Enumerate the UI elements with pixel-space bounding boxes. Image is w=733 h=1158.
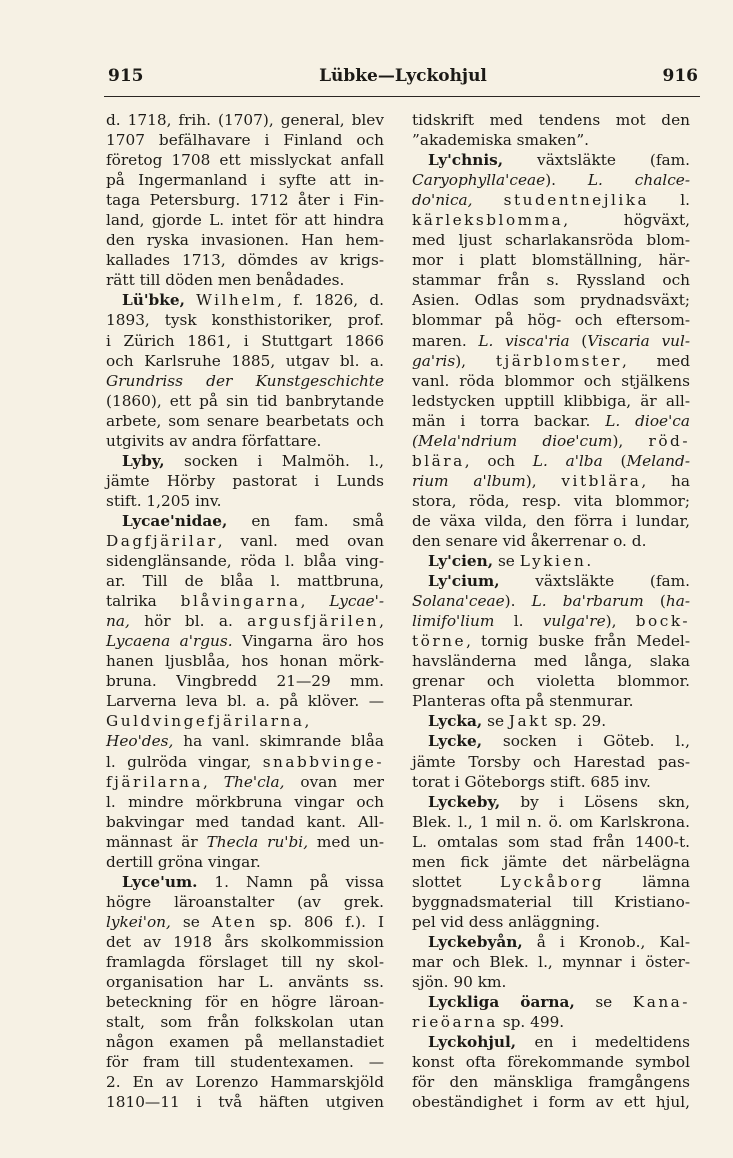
text-run: sp. 499. <box>497 1013 565 1032</box>
text-run: 2. En av Lorenzo Hammarskjöld <box>106 1073 384 1092</box>
text-run: stora, röda, resp. vita blommor; <box>412 491 690 510</box>
text-line <box>106 1012 384 1032</box>
text-line <box>106 651 384 671</box>
text-run: torat i Göteborgs stift. 685 inv. <box>412 772 651 791</box>
text-run: hör bl. a. <box>129 612 248 631</box>
text-run: se <box>482 712 509 731</box>
text-run: organisation har L. använts ss. <box>106 973 384 992</box>
text-run: , med <box>621 351 690 370</box>
text-line <box>106 210 384 230</box>
text-run: vanl. röda blommor och stjälkens <box>412 371 690 390</box>
text-run: ha vanl. skimrande blåa <box>173 732 384 751</box>
text-run: pel vid dess anläggning. <box>412 912 601 931</box>
italic-term: do'nica, <box>412 191 473 210</box>
text-run: framlagda förslaget till ny skol- <box>106 952 384 971</box>
text-line <box>412 351 690 371</box>
text-run: by i Lösens skn, <box>500 792 690 811</box>
italic-term: L. ba'rbarum <box>531 592 644 611</box>
text-line <box>106 351 384 371</box>
text-line <box>106 812 384 832</box>
italic-term: ga'ris <box>412 351 456 370</box>
spaced-term: Wilhelm <box>196 291 278 310</box>
text-run: sjön. 90 km. <box>412 973 507 992</box>
text-run: växtsläkte (fam. <box>503 151 690 170</box>
text-line <box>412 591 690 611</box>
text-line <box>412 210 690 230</box>
text-line <box>106 431 384 451</box>
text-run: mar och Blek. l., mynnar i öster- <box>412 952 690 971</box>
text-run: Asien. Odlas som prydnadsväxt; <box>412 291 690 310</box>
text-run: hanen ljusblåa, hos honan mörk- <box>106 652 384 671</box>
text-run: d. 1718, frih. (1707), general, blev <box>106 111 384 129</box>
text-run: l. <box>494 612 543 631</box>
text-run: grenar och violetta blommor. <box>412 672 690 691</box>
text-run: bruna. Vingbredd 21—29 mm. <box>106 672 384 691</box>
italic-term: limifo'lium <box>412 612 495 631</box>
text-run: Vingarna äro hos <box>232 632 384 651</box>
text-run: slottet <box>412 872 500 891</box>
italic-term: Solana'ceae <box>412 592 505 611</box>
text-run: , <box>379 612 384 631</box>
text-run: se <box>574 993 633 1012</box>
text-line <box>106 170 384 190</box>
text-line <box>412 230 690 250</box>
text-run: , tornig buske från Medel- <box>466 632 690 651</box>
text-line <box>106 792 384 812</box>
spaced-term: törne <box>412 632 467 651</box>
text-run: , <box>300 592 330 611</box>
text-run: med ljust scharlakansröda blom- <box>412 231 690 250</box>
text-line <box>106 992 384 1012</box>
text-run: (1860), ett på sin tid banbrytande <box>106 391 384 410</box>
text-run: ). <box>504 592 532 611</box>
text-run: ), <box>455 351 496 370</box>
text-line <box>106 731 384 751</box>
text-line <box>412 331 690 351</box>
text-run: arbete, som senare bearbetats och <box>106 411 384 430</box>
text-run: , <box>203 772 224 791</box>
text-line <box>412 1012 690 1032</box>
text-line <box>106 491 384 511</box>
text-line <box>412 1052 690 1072</box>
text-run: , ha <box>641 471 690 490</box>
text-line <box>412 852 690 872</box>
spaced-term: Dagfjärilar <box>106 531 218 550</box>
text-run: för den mänskliga framgångens <box>412 1073 690 1092</box>
text-run: l. <box>649 191 690 210</box>
text-line <box>106 832 384 852</box>
header-rule <box>104 96 700 97</box>
text-run: den ryska invasionen. Han hem- <box>106 231 384 250</box>
entry-headword: Lyce'um. <box>122 872 198 891</box>
text-run: 1. Namn på vissa <box>197 872 384 891</box>
text-run: tidskrift med tendens mot den <box>412 111 690 129</box>
text-run: kallades 1713, dömdes av krigs- <box>106 251 384 270</box>
entry-headword: Lyckliga öarna, <box>428 993 575 1012</box>
spaced-term: bock- <box>635 612 690 631</box>
text-line <box>412 691 690 711</box>
text-line <box>106 511 384 531</box>
text-line <box>412 150 690 170</box>
text-run: stalt, som från folkskolan utan <box>106 1013 384 1032</box>
text-line <box>412 391 690 411</box>
italic-term: Grundriss der Kunstgeschichte <box>106 371 384 390</box>
text-run: utgivits av andra författare. <box>106 431 322 450</box>
text-line <box>106 711 384 731</box>
text-run: företog 1708 ett misslyckat anfall <box>106 151 384 170</box>
text-run: någon examen på mellanstadiet <box>106 1033 384 1052</box>
text-line <box>106 1072 384 1092</box>
italic-term: na, <box>106 612 130 631</box>
text-line <box>106 230 384 250</box>
text-line <box>412 551 690 571</box>
text-run: se <box>493 552 520 571</box>
entry-headword: Ly'cien, <box>428 552 494 571</box>
text-run: se <box>170 912 212 931</box>
text-run: Larverna leva bl. a. på klöver. — <box>106 692 384 711</box>
text-column-left <box>106 110 384 1112</box>
text-line <box>106 270 384 290</box>
text-run: havsländerna med långa, slaka <box>412 652 690 671</box>
running-head: Lübke—Lyckohjul <box>319 66 487 86</box>
text-run: 1893, tysk konsthistoriker, prof. <box>106 311 384 330</box>
text-run: ”akademiska smaken”. <box>412 131 590 150</box>
spaced-term: tjärblomster <box>495 351 622 370</box>
text-run: de växa vilda, den förra i lundar, <box>412 511 690 530</box>
text-line <box>106 451 384 471</box>
text-line <box>412 711 690 731</box>
spaced-term: Lyckåborg <box>499 872 605 891</box>
text-run: taga Petersburg. 1712 åter i Fin- <box>106 191 384 210</box>
text-run: ovan mer <box>284 772 384 791</box>
text-run: i Zürich 1861, i Stuttgart 1866 <box>106 331 384 350</box>
text-line <box>412 731 690 751</box>
text-line <box>106 310 384 330</box>
text-line <box>412 832 690 852</box>
text-line <box>412 872 690 892</box>
italic-term: Viscaria vul- <box>587 331 690 350</box>
text-line <box>106 1092 384 1112</box>
text-line <box>412 190 690 210</box>
text-line <box>412 1092 690 1112</box>
text-line <box>412 250 690 270</box>
text-line <box>412 471 690 491</box>
text-line <box>106 752 384 772</box>
text-run: den senare vid åkerrenar o. d. <box>412 531 647 550</box>
italic-term: Meland- <box>626 451 690 470</box>
italic-term: Lycaena a'rgus. <box>106 632 233 651</box>
text-line <box>106 852 384 872</box>
italic-term: ( <box>412 431 418 450</box>
italic-term: L. visca'ria <box>478 331 570 350</box>
text-line <box>106 912 384 932</box>
text-line <box>412 290 690 310</box>
text-run: , <box>304 712 310 731</box>
text-run: rätt till döden men benådades. <box>106 271 345 290</box>
text-line <box>412 110 690 130</box>
entry-headword: Lyckohjul, <box>428 1033 517 1052</box>
text-run: å i Kronob., Kal- <box>522 932 690 951</box>
text-line <box>106 411 384 431</box>
text-run: byggnadsmaterial till Kristiano- <box>412 892 690 911</box>
text-line <box>412 130 690 150</box>
text-run: konst ofta förekommande symbol <box>412 1053 690 1072</box>
text-column-right <box>412 110 690 1112</box>
text-line <box>412 812 690 832</box>
text-line <box>412 992 690 1012</box>
text-line <box>106 631 384 651</box>
spaced-term: kärleksblomma <box>412 211 564 230</box>
text-run: maren. <box>412 331 479 350</box>
spaced-term: snabbvinge- <box>262 752 384 771</box>
text-run: , högväxt, <box>563 211 690 230</box>
text-line <box>106 611 384 631</box>
text-run: , vanl. med ovan <box>217 531 384 550</box>
entry-headword: Lycae'nidae, <box>122 511 228 530</box>
text-run: 1707 befälhavare i Finland och <box>106 131 384 150</box>
text-run: med un- <box>308 832 384 851</box>
text-line <box>106 772 384 792</box>
text-run: männast är <box>106 832 207 851</box>
italic-term: lykei'on, <box>106 912 171 931</box>
text-line <box>106 972 384 992</box>
page-number-left: 915 <box>108 66 144 86</box>
text-line <box>106 531 384 551</box>
text-line <box>412 892 690 912</box>
text-run: L. omtalas som stad från 1400-t. <box>412 832 690 851</box>
text-line <box>412 511 690 531</box>
text-line <box>106 591 384 611</box>
text-line <box>412 772 690 792</box>
text-line <box>412 451 690 471</box>
text-run: l. mindre mörkbruna vingar och <box>106 792 384 811</box>
text-run: Planteras ofta på stenmurar. <box>412 692 634 711</box>
text-run: sidenglänsande, röda l. blåa ving- <box>106 552 384 571</box>
text-run: , och <box>464 451 533 470</box>
spaced-term: Lykien <box>519 552 587 571</box>
italic-term: L. dioe'ca <box>605 411 690 430</box>
text-run: socken i Malmöh. l., <box>164 451 384 470</box>
italic-term: Caryophylla'ceae <box>412 171 546 190</box>
text-run: obeständighet i form av ett hjul, <box>412 1093 690 1112</box>
text-run: ar. Till de blåa l. mattbruna, <box>106 572 384 591</box>
text-line <box>106 892 384 912</box>
text-run: ). <box>545 171 588 190</box>
text-run: män i torra backar. <box>412 411 606 430</box>
entry-headword: Lyby, <box>122 451 165 470</box>
text-run: lämna <box>604 872 690 891</box>
text-run: och Karlsruhe 1885, utgav bl. a. <box>106 351 384 370</box>
text-run: l. gulröda vingar, <box>106 752 263 771</box>
spaced-term: vitblära <box>561 471 642 490</box>
text-line <box>106 371 384 391</box>
text-line <box>412 531 690 551</box>
text-run: bakvingar med tandad kant. All- <box>106 812 384 831</box>
text-run: talrika <box>106 592 181 611</box>
text-run: socken i Göteb. l., <box>482 732 690 751</box>
text-line <box>106 250 384 270</box>
text-line <box>106 872 384 892</box>
text-line <box>412 952 690 972</box>
spaced-term: Aten <box>211 912 258 931</box>
italic-term: rium a'lbum <box>412 471 526 490</box>
italic-term: L. chalce- <box>587 171 690 190</box>
text-line <box>106 691 384 711</box>
text-run: , f. 1826, d. <box>277 291 384 310</box>
text-line <box>412 411 690 431</box>
text-line <box>412 1072 690 1092</box>
text-line <box>412 611 690 631</box>
text-line <box>412 671 690 691</box>
spaced-term: Guldvingefjärilarna <box>106 712 305 731</box>
text-run: ), <box>612 431 649 450</box>
italic-term: Heo'des, <box>106 732 174 751</box>
text-line <box>412 431 690 451</box>
text-line <box>412 752 690 772</box>
text-line <box>412 371 690 391</box>
text-run: på Ingermanland i syfte att in- <box>106 171 384 190</box>
text-run: jämte Hörby pastorat i Lunds <box>106 471 384 490</box>
text-run: stift. 1,205 inv. <box>106 491 222 510</box>
text-run: för fram till studentexamen. — <box>106 1053 384 1072</box>
spaced-term: studentnejlika <box>503 191 650 210</box>
text-run: ), <box>605 612 636 631</box>
text-line <box>412 912 690 932</box>
text-line <box>106 1032 384 1052</box>
spaced-term: Kana- <box>632 993 690 1012</box>
text-run: sp. 29. <box>549 712 607 731</box>
spaced-term: Jakt <box>508 712 550 731</box>
entry-headword: Lü'bke, <box>122 291 185 310</box>
text-line <box>412 792 690 812</box>
text-line <box>106 932 384 952</box>
text-run: blommar på hög- och eftersom- <box>412 311 690 330</box>
text-run: mor i platt blomställning, här- <box>412 251 690 270</box>
text-line <box>412 270 690 290</box>
italic-term: The'cla, <box>223 772 285 791</box>
italic-term: vulga're <box>542 612 606 631</box>
text-run: ( <box>569 331 588 350</box>
page-number-right: 916 <box>662 66 698 86</box>
text-line <box>106 671 384 691</box>
entry-headword: Lycka, <box>428 712 483 731</box>
text-run: högre läroanstalter (av grek. <box>106 892 384 911</box>
text-line <box>106 150 384 170</box>
text-run: . <box>586 552 592 571</box>
text-line <box>412 170 690 190</box>
text-line <box>106 331 384 351</box>
text-line <box>106 391 384 411</box>
text-run <box>185 291 196 309</box>
text-line <box>412 1032 690 1052</box>
text-line <box>412 491 690 511</box>
text-line <box>106 110 384 130</box>
italic-term: Lycae'- <box>329 592 384 611</box>
text-run: ledstycken upptill klibbiga, är all- <box>412 391 690 410</box>
text-run: 1810—11 i två häften utgiven <box>106 1093 384 1112</box>
text-run: ), <box>525 471 562 490</box>
text-line <box>106 130 384 150</box>
text-line <box>106 1052 384 1072</box>
page-header <box>108 66 698 90</box>
text-line <box>412 631 690 651</box>
text-run: stammar från s. Ryssland och <box>412 271 690 290</box>
entry-headword: Ly'chnis, <box>428 151 504 170</box>
italic-term: Thecla ru'bi, <box>206 832 309 851</box>
spaced-term: blära <box>412 451 465 470</box>
text-line <box>106 952 384 972</box>
entry-headword: Lycke, <box>428 732 483 751</box>
italic-term: Mela'ndrium dioe'cum <box>417 431 613 450</box>
text-line <box>106 290 384 310</box>
text-run: en i medeltidens <box>516 1033 690 1052</box>
text-line <box>412 310 690 330</box>
text-run <box>473 191 504 209</box>
text-run: växtsläkte (fam. <box>499 572 690 591</box>
text-run: Blek. l., 1 mil n. ö. om Karlskrona. <box>412 812 690 831</box>
text-run: sp. 806 f.). I <box>257 912 384 931</box>
text-run: men fick jämte det närbelägna <box>412 852 690 871</box>
text-line <box>106 551 384 571</box>
text-line <box>412 571 690 591</box>
text-line <box>106 471 384 491</box>
italic-term: L. a'lba <box>532 451 603 470</box>
entry-headword: Lyckeby, <box>428 792 501 811</box>
text-line <box>412 932 690 952</box>
text-line <box>412 972 690 992</box>
spaced-term: fjärilarna <box>106 772 204 791</box>
spaced-term: rieöarna <box>412 1013 498 1032</box>
text-run: en fam. små <box>227 511 384 530</box>
text-run: ( <box>602 451 627 470</box>
text-line <box>106 571 384 591</box>
spaced-term: blåvingarna <box>180 592 301 611</box>
text-line <box>106 190 384 210</box>
italic-term: ha- <box>665 592 690 611</box>
text-run: jämte Torsby och Harestad pas- <box>412 752 690 771</box>
text-run: dertill gröna vingar. <box>106 852 261 871</box>
text-run: det av 1918 års skolkommission <box>106 932 384 951</box>
spaced-term: argusfjärilen <box>247 612 380 631</box>
spaced-term: röd- <box>648 431 690 450</box>
text-run: ( <box>643 592 666 611</box>
text-line <box>412 651 690 671</box>
entry-headword: Lyckebyån, <box>428 932 523 951</box>
entry-headword: Ly'cium, <box>428 572 500 591</box>
text-run: land, gjorde L. intet för att hindra <box>106 211 384 230</box>
text-run: beteckning för en högre läroan- <box>106 993 384 1012</box>
